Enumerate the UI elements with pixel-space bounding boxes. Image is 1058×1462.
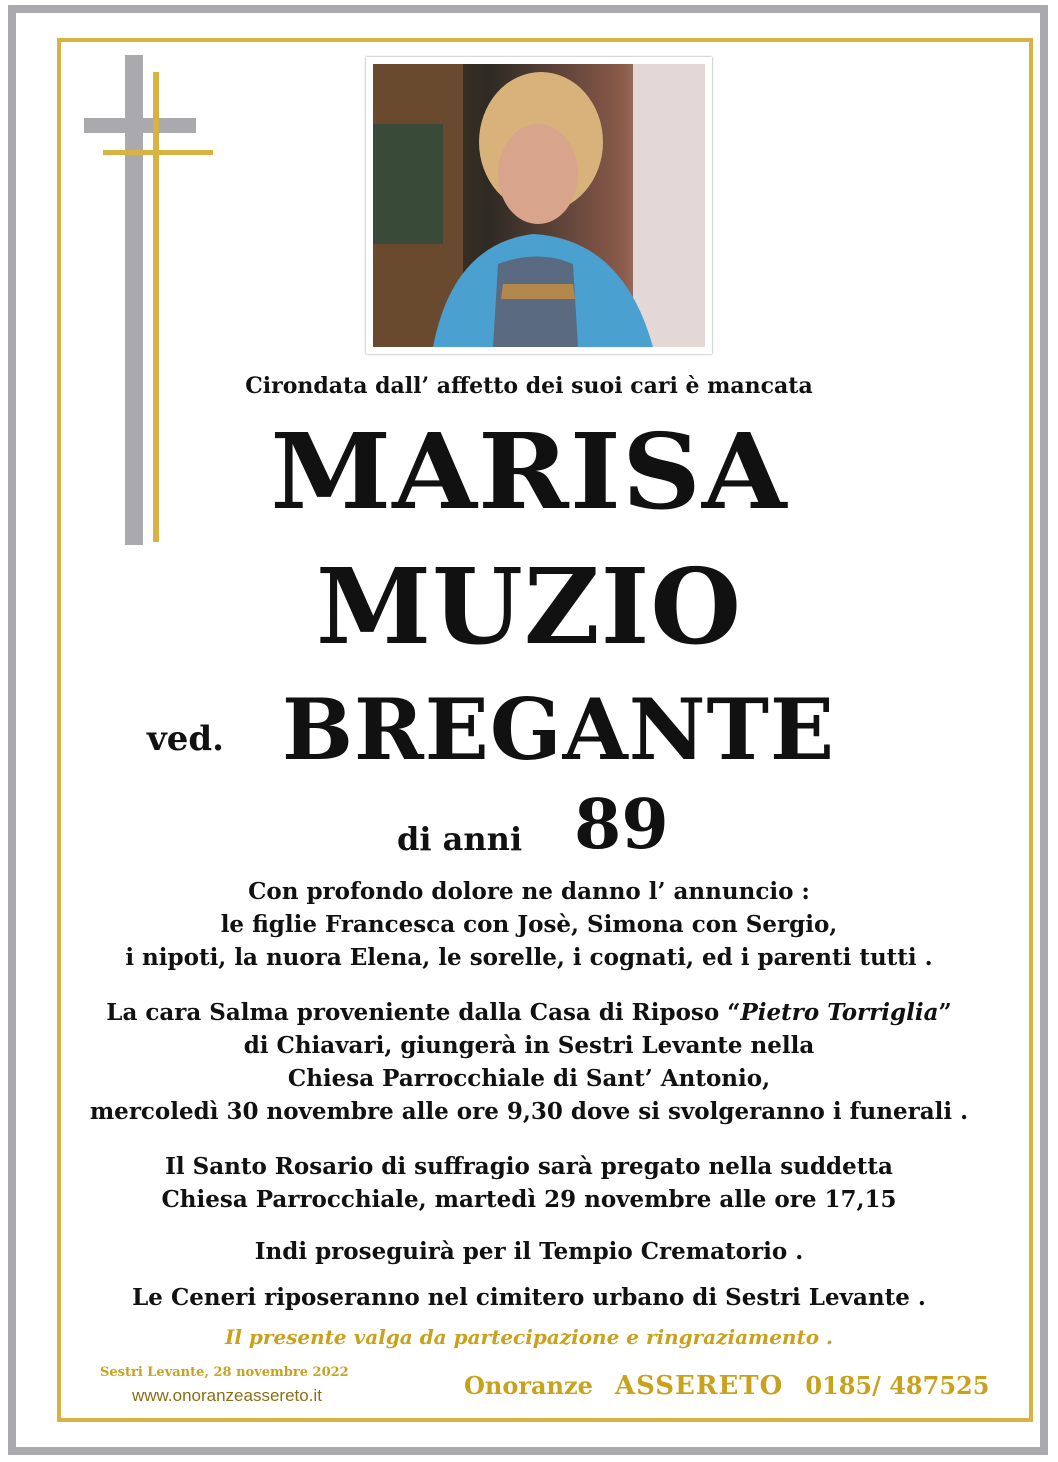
- announcement-line: i nipoti, la nuora Elena, le sorelle, i cognati, ed i parenti tutti .: [125, 944, 933, 971]
- ceneri-line: Le Ceneri riposeranno nel cimitero urbano di Sestri Levante .: [132, 1284, 926, 1311]
- ved-label: ved.: [147, 719, 224, 759]
- place-date: Sestri Levante, 28 novembre 2022: [100, 1365, 349, 1380]
- first-name: MARISA: [270, 410, 788, 533]
- age-label: di anni: [397, 820, 523, 858]
- rest-home-name: Pietro Torriglia: [740, 999, 939, 1026]
- rosario-line: Il Santo Rosario di suffragio sarà pregato nella suddetta: [165, 1153, 893, 1180]
- intro-text: Cirondata dall’ affetto dei suoi cari è mancata: [245, 373, 813, 399]
- portrait-photo: [366, 57, 712, 354]
- salma-line-1: La cara Salma proveniente dalla Casa di Riposo “Pietro Torriglia”: [106, 999, 952, 1026]
- married-name: BREGANTE: [282, 680, 836, 779]
- funeral-home: [464, 1371, 989, 1401]
- tempio-line: Indi proseguirà per il Tempio Crematorio .: [254, 1238, 804, 1265]
- onoranze-label: Onoranze: [464, 1371, 593, 1400]
- salma-line: Chiesa Parrocchiale di Sant’ Antonio,: [287, 1065, 771, 1092]
- rosario-line: Chiesa Parrocchiale, martedì 29 novembre alle ore 17,15: [161, 1186, 897, 1213]
- announcement-block: [0, 875, 1058, 974]
- thanks-line: Il presente valga da partecipazione e ringraziamento .: [225, 1325, 833, 1349]
- last-name: MUZIO: [316, 545, 742, 668]
- salma-block: [0, 996, 1058, 1128]
- website-link[interactable]: www.onoranzeassereto.it: [132, 1386, 322, 1405]
- announcement-line: Con profondo dolore ne danno l’ annuncio :: [248, 878, 810, 905]
- rosario-block: [0, 1150, 1058, 1216]
- announcement-line: le figlie Francesca con Josè, Simona con Sergio,: [220, 911, 838, 938]
- salma-line: mercoledì 30 novembre alle ore 9,30 dove si svolgeranno i funerali .: [89, 1098, 969, 1125]
- brand-name: ASSERETO: [614, 1371, 784, 1401]
- phone-number: 0185/ 487525: [805, 1371, 990, 1400]
- salma-line: di Chiavari, giungerà in Sestri Levante nella: [243, 1032, 815, 1059]
- age-value: 89: [574, 785, 669, 865]
